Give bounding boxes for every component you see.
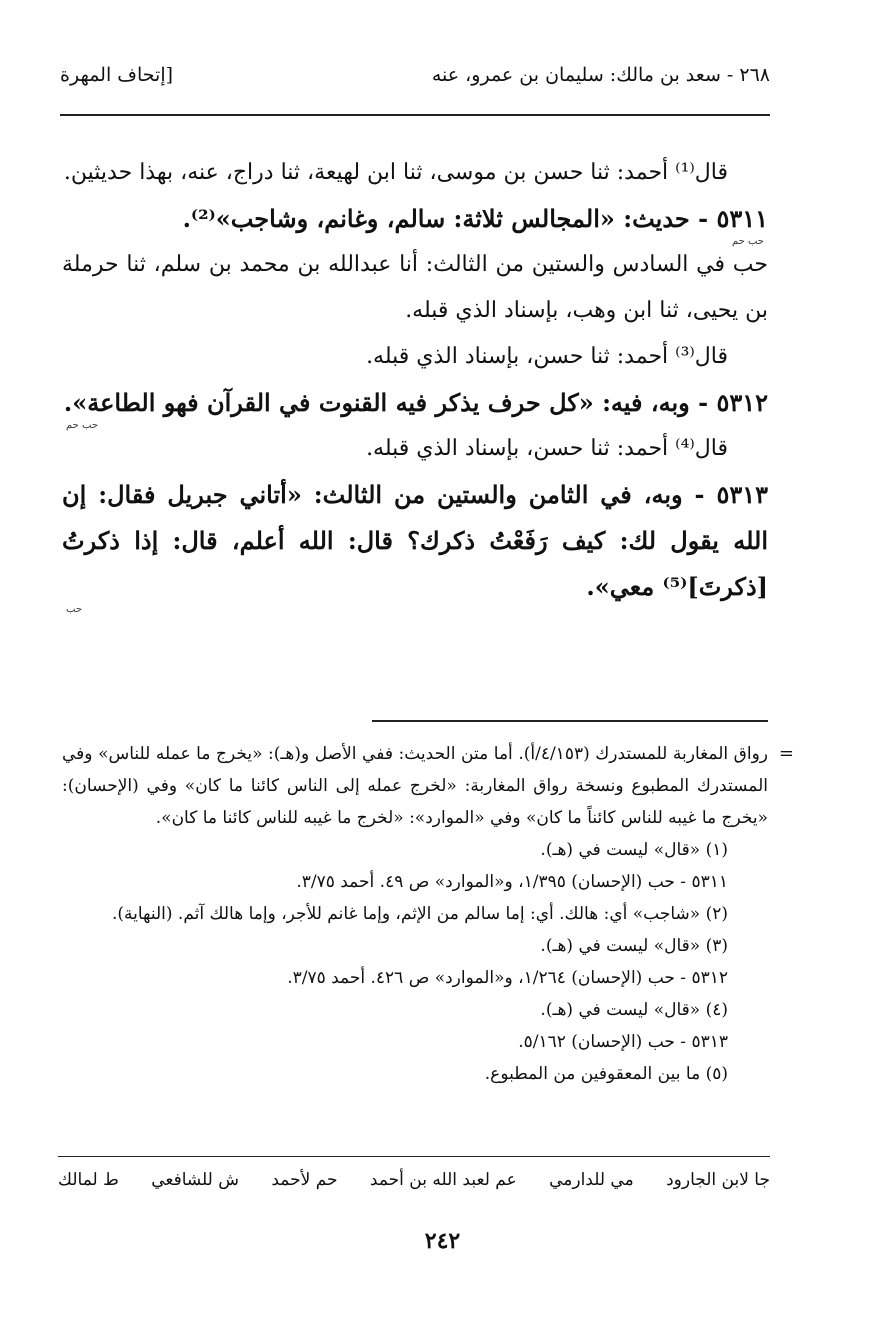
hadith-5311-heading: ٥٣١١ - حديث: «المجالس ثلاثة: سالم، وغانم، وشاجب»⁽²⁾. <box>182 204 768 233</box>
continuation-mark: = <box>778 743 794 764</box>
footnote-continuation <box>62 738 794 834</box>
hadith-5311-ahmad: قال⁽³⁾ أحمد: ثنا حسن، بإسناد الذي قبله. <box>366 344 728 369</box>
footnote-4: (٤) «قال» ليست في (هـ). <box>540 1000 728 1020</box>
page-number: ٢٤٢ <box>424 1228 461 1254</box>
sigla-rule <box>58 1156 770 1157</box>
source-marker-5313: حب <box>66 604 83 615</box>
hadith-5312-heading: ٥٣١٢ - وبه، فيه: «كل حرف يذكر فيه القنوت في القرآن فهو الطاعة». <box>63 388 768 417</box>
siglum-darimi: مي للدارمي <box>549 1170 634 1190</box>
main-text <box>62 150 768 615</box>
running-header <box>60 64 770 98</box>
header-rule <box>60 114 770 116</box>
paragraph-intro: قال⁽¹⁾ أحمد: ثنا حسن بن موسى، ثنا ابن لهيعة، ثنا دراج، عنه، بهذا حديثين. <box>63 160 728 185</box>
source-marker-5312: حب حم <box>66 420 99 431</box>
siglum-ahmad: حم لأحمد <box>271 1170 338 1190</box>
footnote-5: (٥) ما بين المعقوفين من المطبوع. <box>484 1064 728 1084</box>
source-marker-5311: حب حم <box>731 236 764 247</box>
siglum-jarud: جا لابن الجارود <box>666 1170 770 1190</box>
siglum-abdullah: عم لعبد الله بن أحمد <box>369 1170 517 1190</box>
sigla-key <box>58 1170 770 1190</box>
hadith-5313-heading: ٥٣١٣ - وبه، في الثامن والستين من الثالث: «أتاني جبريل فقال: إن الله يقول لك: كيف رَفَعْتُ ذكرك؟ قال: الله أعلم، قال: إذا ذكرتُ [ذكرتَ]⁽⁵⁾ معي». <box>62 480 768 601</box>
hadith-5311-isnad: حب في السادس والستين من الثالث: أنا عبدالله بن محمد بن سلم، ثنا حرملة بن يحيى، ثنا ابن وهب، بإسناد الذي قبله. <box>62 252 768 323</box>
siglum-shafii: ش للشافعي <box>151 1170 240 1190</box>
footnote-3: (٣) «قال» ليست في (هـ). <box>540 936 728 956</box>
takhrij-5312: ٥٣١٢ - حب (الإحسان) ١/٢٦٤، و«الموارد» ص ٤٢٦. أحمد ٣/٧٥. <box>287 968 728 988</box>
hadith-5312-ahmad: قال⁽⁴⁾ أحمد: ثنا حسن، بإسناد الذي قبله. <box>366 436 728 461</box>
footnote-1: (١) «قال» ليست في (هـ). <box>540 840 728 860</box>
footnotes <box>62 738 794 1090</box>
footnote-2: (٢) «شاجب» أي: هالك. أي: إما سالم من الإثم، وإما غانم للأجر، وإما هالك آثم. (النهاية). <box>111 904 728 924</box>
footnote-continuation-text: رواق المغاربة للمستدرك (٤/١٥٣/أ). أما متن الحديث: ففي الأصل و(هـ): «يخرج ما عمله للناس» وفي المستدرك المطبوع ونسخة رواق المغاربة: «لخرج عمله إلى الناس كائنا ما كان» وفي (الإحسان): «يخرج ما غيبه للناس كائناً ما كان» وفي «الموارد»: «لخرج ما غيبه للناس كائنا ما كان». <box>62 744 768 828</box>
header-chapter-title: ٢٦٨ - سعد بن مالك: سليمان بن عمرو، عنه <box>431 64 770 86</box>
takhrij-5311: ٥٣١١ - حب (الإحسان) ١/٣٩٥، و«الموارد» ص ٤٩. أحمد ٣/٧٥. <box>296 872 728 892</box>
header-book-title: [إتحاف المهرة <box>60 64 174 86</box>
footnote-rule <box>372 720 768 722</box>
takhrij-5313: ٥٣١٣ - حب (الإحسان) ٥/١٦٢. <box>518 1032 728 1052</box>
siglum-malik: ط لمالك <box>58 1170 119 1190</box>
